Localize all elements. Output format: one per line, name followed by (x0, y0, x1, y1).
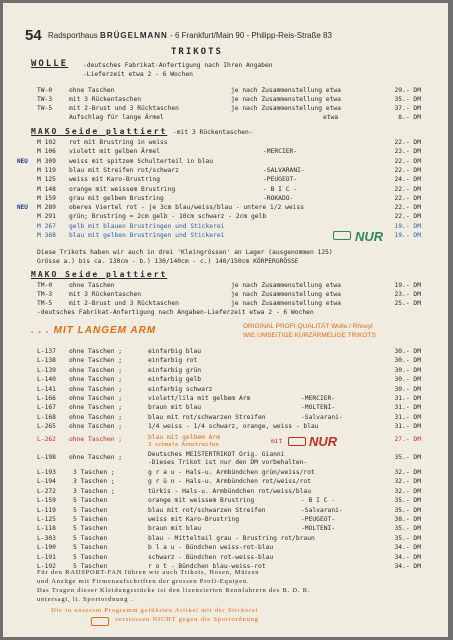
item-desc: mit 2-Brust und 3 Rücktaschen (69, 105, 179, 112)
item-desc: 3 Taschen ; (73, 469, 115, 476)
item-code: L-194 (37, 478, 56, 486)
item-price: 31.- DM (394, 404, 421, 412)
mako-sub-1: -mit 3 Rückentaschen- (173, 129, 253, 136)
address-street: - Philipp-Reis-Straße 83 (246, 31, 332, 40)
mako2-footer: -deutsches Fabrikat-Anfertigung nach Angaben-Lieferzeit etwa 2 - 6 Wochen (37, 309, 314, 316)
sleeve-note-prefix: etwa (323, 114, 339, 121)
team-name: -MERCIER- (263, 148, 298, 156)
item-desc: blau mit gelben Brustringen und Stickerei (69, 232, 225, 239)
item-code: TW-3 (37, 96, 53, 103)
item-price: 22.- DM (394, 166, 421, 174)
item-price: 32.- DM (394, 487, 421, 495)
page-header (48, 31, 332, 40)
stock-note-1: Diese Trikots haben wir auch in drei 'Kleingrössen' an Lager (ausgenommen 125) (37, 249, 333, 256)
item-code: L-140 (37, 376, 56, 384)
item-price: 38.- DM (394, 516, 421, 523)
item-desc: violett mit gelben Ärmel (69, 148, 160, 156)
item-desc: ohne Taschen ; (69, 395, 123, 402)
item-code: L-272 (37, 487, 56, 495)
item-code: L-159 (37, 497, 56, 505)
item-price: 30.- DM (394, 357, 421, 365)
nur-badge-1: NUR (355, 229, 384, 244)
item-price: 23.- DM (394, 291, 421, 298)
item-color: einfarbig grün (148, 366, 202, 374)
item-color: braun mit blau (148, 404, 202, 412)
item-code: M 102 (37, 139, 56, 146)
item-price: 19.- DM (394, 282, 421, 289)
item-note: je nach Zusammenstellung etwa (231, 87, 341, 94)
neu-badge: NEU (17, 157, 28, 165)
item-color: r o t - Bündchen blau-weiss-rot (148, 563, 266, 570)
item-price: 35.- DM (394, 506, 421, 514)
meister-price: 35.- DM (394, 454, 421, 461)
item-desc: grau mit gelbem Brustring (69, 194, 164, 202)
item-desc: weiss mit spitzem Schulterteil in blau (69, 157, 214, 165)
item-note: je nach Zusammenstellung etwa (231, 105, 341, 112)
store-prefix: Radsporthaus (48, 31, 98, 40)
mako-heading-1: MAKO Seide plattiert (31, 127, 168, 136)
item-code: M 368 (37, 232, 56, 239)
item-price: 35.- DM (394, 525, 421, 533)
item-desc: 5 Taschen (73, 516, 108, 523)
item-color: b l a u - Bündchen weiss-rot-blau (148, 544, 274, 552)
footer-line-3: Das Tragen dieser Kleidungsstücke ist den lizenzierten Rennfahrern des B. D. R. (37, 587, 311, 594)
special-code: L-262 (37, 436, 56, 443)
item-color: 1/4 weiss - 1/4 schwarz, orange, weiss - blau (148, 423, 319, 431)
item-price: 22.- DM (394, 139, 421, 146)
item-desc: ohne Taschen (69, 87, 115, 94)
profi-line-2: WIE UMSEITIGE KURZÄRMELIGE TRIKOTS (243, 332, 376, 339)
item-desc: orange mit weissem Brustring (69, 185, 176, 193)
mako-heading-2: MAKO Seide plattiert (31, 270, 168, 279)
item-color: violett/lila mit gelbem Arm (148, 395, 251, 402)
item-desc: mit 3 Rückentaschen (69, 96, 142, 103)
item-desc: 5 Taschen (73, 563, 108, 570)
item-note: je nach Zusammenstellung etwa (231, 282, 341, 289)
item-note: je nach Zusammenstellung etwa (231, 300, 341, 307)
item-desc: ohne Taschen ; (69, 348, 123, 355)
item-desc: ohne Taschen ; (69, 413, 123, 421)
item-price: 34.- DM (394, 553, 421, 561)
item-desc: ohne Taschen ; (69, 376, 123, 384)
item-price: 34.- DM (394, 544, 421, 552)
item-code: L-166 (37, 395, 56, 402)
item-code: L-139 (37, 366, 56, 374)
item-desc: 5 Taschen (73, 525, 108, 533)
wolle-heading: WOLLE (31, 59, 69, 69)
item-price: 31.- DM (394, 395, 421, 402)
item-price: 34.- DM (394, 563, 421, 570)
item-color: g r a u - Hals-u. Armbündchen grün/weiss/rot (148, 469, 315, 476)
item-color: einfarbig schwarz (148, 385, 213, 393)
item-price: 25.- DM (394, 300, 421, 307)
item-price: 24.- DM (394, 176, 421, 184)
item-desc: mit 2-Brust und 3 Rücktaschen (69, 300, 179, 307)
item-desc: 5 Taschen (73, 506, 108, 514)
item-code: M 289 (37, 204, 56, 212)
item-color: blau mit rot/schwarzen Streifen (148, 413, 266, 421)
item-code: L-119 (37, 506, 56, 514)
item-price: 35.- DM (394, 497, 421, 505)
item-code: TW-5 (37, 105, 53, 112)
item-color: schwarz - Bündchen rot-weiss-blau (148, 553, 274, 561)
footer-line-6: verstossen NICHT gegen die Sportordnung (115, 616, 259, 623)
team-name: -PEUGEOT- (263, 176, 298, 184)
item-desc: ohne Taschen (69, 282, 115, 289)
footer-line-4: untersagt, lt. Sportordnung . (37, 596, 134, 603)
address-city: - 6 Frankfurt/Main 90 (170, 31, 245, 40)
item-color: braun mit blau (148, 525, 202, 533)
neu-badge: NEU (17, 204, 28, 212)
item-code: L-138 (37, 357, 56, 365)
special-price: 27.- DM (394, 436, 421, 443)
item-desc: ohne Taschen ; (69, 357, 123, 365)
item-code: L-137 (37, 348, 56, 355)
item-code: L-303 (37, 534, 56, 542)
item-price: 22.- DM (394, 185, 421, 193)
team-name: -Salvarani- (301, 506, 343, 514)
item-price: 30.- DM (394, 366, 421, 374)
item-price: 22.- DM (394, 194, 421, 202)
item-desc: 5 Taschen (73, 497, 108, 505)
team-name: -ROKADO- (263, 194, 294, 202)
item-note: je nach Zusammenstellung etwa (231, 96, 341, 103)
item-code: M 106 (37, 148, 56, 156)
item-price: 30.- DM (394, 376, 421, 384)
sleeve-price: 8.- DM (398, 114, 421, 121)
page-title: TRIKOTS (171, 47, 223, 57)
item-code: L-190 (37, 544, 56, 552)
item-desc: grün; Brustring = 2cm gelb - 10cm schwarz - 2cm gelb (69, 213, 267, 221)
item-code: M 267 (37, 222, 56, 230)
item-code: L-168 (37, 413, 56, 421)
item-code: L-167 (37, 404, 56, 412)
wolle-desc-2: -Lieferzeit etwa 2 - 6 Wochen (83, 71, 193, 78)
item-note: je nach Zusammenstellung etwa (231, 291, 341, 298)
item-code: L-118 (37, 525, 56, 533)
team-name: -MOLTENI- (301, 525, 336, 533)
item-price: 30.- DM (394, 348, 421, 355)
item-price: 22.- DM (394, 213, 421, 221)
item-price: 31.- DM (394, 413, 421, 421)
item-code: L-193 (37, 469, 56, 476)
team-name: -MOLTENI- (301, 404, 336, 412)
item-desc: gelb mit blauen Brustringen und Stickerei (69, 222, 225, 230)
item-price: 22.- DM (394, 204, 421, 212)
team-name: -SALVARANI- (263, 166, 305, 174)
item-color: einfarbig gelb (148, 376, 202, 384)
team-name: -MERCIER- (301, 395, 336, 402)
item-desc: ohne Taschen ; (69, 423, 123, 431)
meister-line-1: Deutsches MEISTERTRIKOT Orig. Gianni (148, 451, 285, 458)
item-price: 23.- DM (394, 148, 421, 156)
item-price: 35.- DM (394, 96, 421, 103)
item-price: 32.- DM (394, 478, 421, 486)
meister-line-2: -Dieses Trikot ist nur den DM vorbehalten- (148, 459, 308, 466)
item-color: blau - Mittelteil grau - Brustring rot/braun (148, 534, 315, 542)
item-code: TW-0 (37, 87, 53, 94)
catalog-page (3, 3, 448, 637)
item-desc: 5 Taschen (73, 534, 108, 542)
special-color-2: 3 schmale Armstreifen (148, 442, 219, 448)
item-code: L-192 (37, 563, 56, 570)
item-code: L-125 (37, 516, 56, 523)
jersey-icon-2 (288, 437, 306, 446)
item-price: 35.- DM (394, 534, 421, 542)
item-code: L-141 (37, 385, 56, 393)
meister-code: L-198 (37, 454, 56, 461)
item-code: M 309 (37, 157, 56, 165)
item-price: 29.- DM (394, 87, 421, 94)
item-color: einfarbig blau (148, 348, 202, 355)
meister-desc: ohne Taschen ; (69, 454, 123, 461)
item-price: 30.- DM (394, 385, 421, 393)
item-code: L-265 (37, 423, 56, 431)
team-name: -PEUGEOT- (301, 516, 336, 523)
special-color-1: blau mit gelbem Arm (148, 434, 221, 441)
item-code: M 291 (37, 213, 56, 221)
nur-badge-2: NUR (309, 434, 338, 449)
langarm-heading: . . . MIT LANGEM ARM (31, 325, 157, 336)
item-price: 19.- DM (394, 232, 421, 239)
item-color: blau mit rot/schwarzen Streifen (148, 506, 266, 514)
footer-line-1: Für den RADSPORT-FAN führen wir auch Trikots, Hosen, Mützen (37, 569, 260, 576)
item-code: TM-0 (37, 282, 53, 289)
item-price: 32.- DM (394, 469, 421, 476)
item-desc: blau mit Streifen rot/schwarz (69, 166, 179, 174)
team-name: - B I C - (301, 497, 336, 505)
item-code: M 159 (37, 194, 56, 202)
item-code: M 119 (37, 166, 56, 174)
item-desc: ohne Taschen ; (69, 404, 123, 412)
item-desc: ohne Taschen ; (69, 385, 123, 393)
jersey-icon-3 (91, 617, 109, 626)
item-desc: 3 Taschen ; (73, 487, 115, 495)
jersey-icon (333, 231, 351, 240)
item-code: TM-5 (37, 300, 53, 307)
item-desc: mit 3 Rückentaschen (69, 291, 142, 298)
team-name: - B I C - (263, 185, 298, 193)
footer-line-2: und Anzüge mit Firmenaufschriften der grossen Profi-Equipen. (37, 578, 250, 585)
store-name: BRÜGELMANN (100, 31, 168, 40)
item-price: 22.- DM (394, 157, 421, 165)
item-price: 37.- DM (394, 105, 421, 112)
team-name: -Salvarani- (301, 413, 343, 421)
stock-note-2: Grösse a.) bis ca. 130cm - b.) 130/140cm - c.) 140/150cm KÖRPERGRÖSSE (37, 258, 299, 265)
sleeve-note: Aufschlag für lange Ärmel (69, 114, 164, 121)
item-color: einfarbig rot (148, 357, 198, 365)
special-mit: mit (271, 438, 283, 445)
item-price: 31.- DM (394, 423, 421, 431)
wolle-desc-1: -deutsches Fabrikat-Anfertigung nach Ihren Angaben (83, 62, 273, 69)
item-desc: rot mit Brustring in weiss (69, 139, 168, 146)
item-desc: ohne Taschen ; (69, 366, 123, 374)
item-code: L-191 (37, 553, 56, 561)
item-color: g r ü n - Hals-u. Armbündchen rot/weiss/rot (148, 478, 312, 486)
item-desc: 5 Taschen (73, 553, 108, 561)
item-code: TM-3 (37, 291, 53, 298)
item-code: M 125 (37, 176, 56, 184)
item-color: orange mit weissem Brustring (148, 497, 255, 505)
item-desc: 3 Taschen ; (73, 478, 115, 486)
item-desc: 5 Taschen (73, 544, 108, 552)
item-desc: weiss mit Karo-Brustring (69, 176, 160, 184)
item-color: weiss mit Karo-Brustring (148, 516, 239, 523)
item-color: türkis - Hals-u. Armbündchen rot/weiss/blau (148, 487, 312, 495)
item-price: 19.- DM (394, 222, 421, 230)
page-number: 54 (25, 27, 42, 44)
footer-line-5: Die in unserem Programm geführten Artikel mit der Stickerei (51, 607, 259, 614)
special-desc: ohne Taschen ; (69, 436, 123, 443)
item-desc: oberes Viertel rot - je 3cm blau/weiss/blau - untere 1/2 weiss (69, 204, 305, 212)
profi-line-1: ORIGINAL PROFI-QUALITÄT Wolle / Rhovyl (243, 323, 373, 330)
item-code: M 148 (37, 185, 56, 193)
